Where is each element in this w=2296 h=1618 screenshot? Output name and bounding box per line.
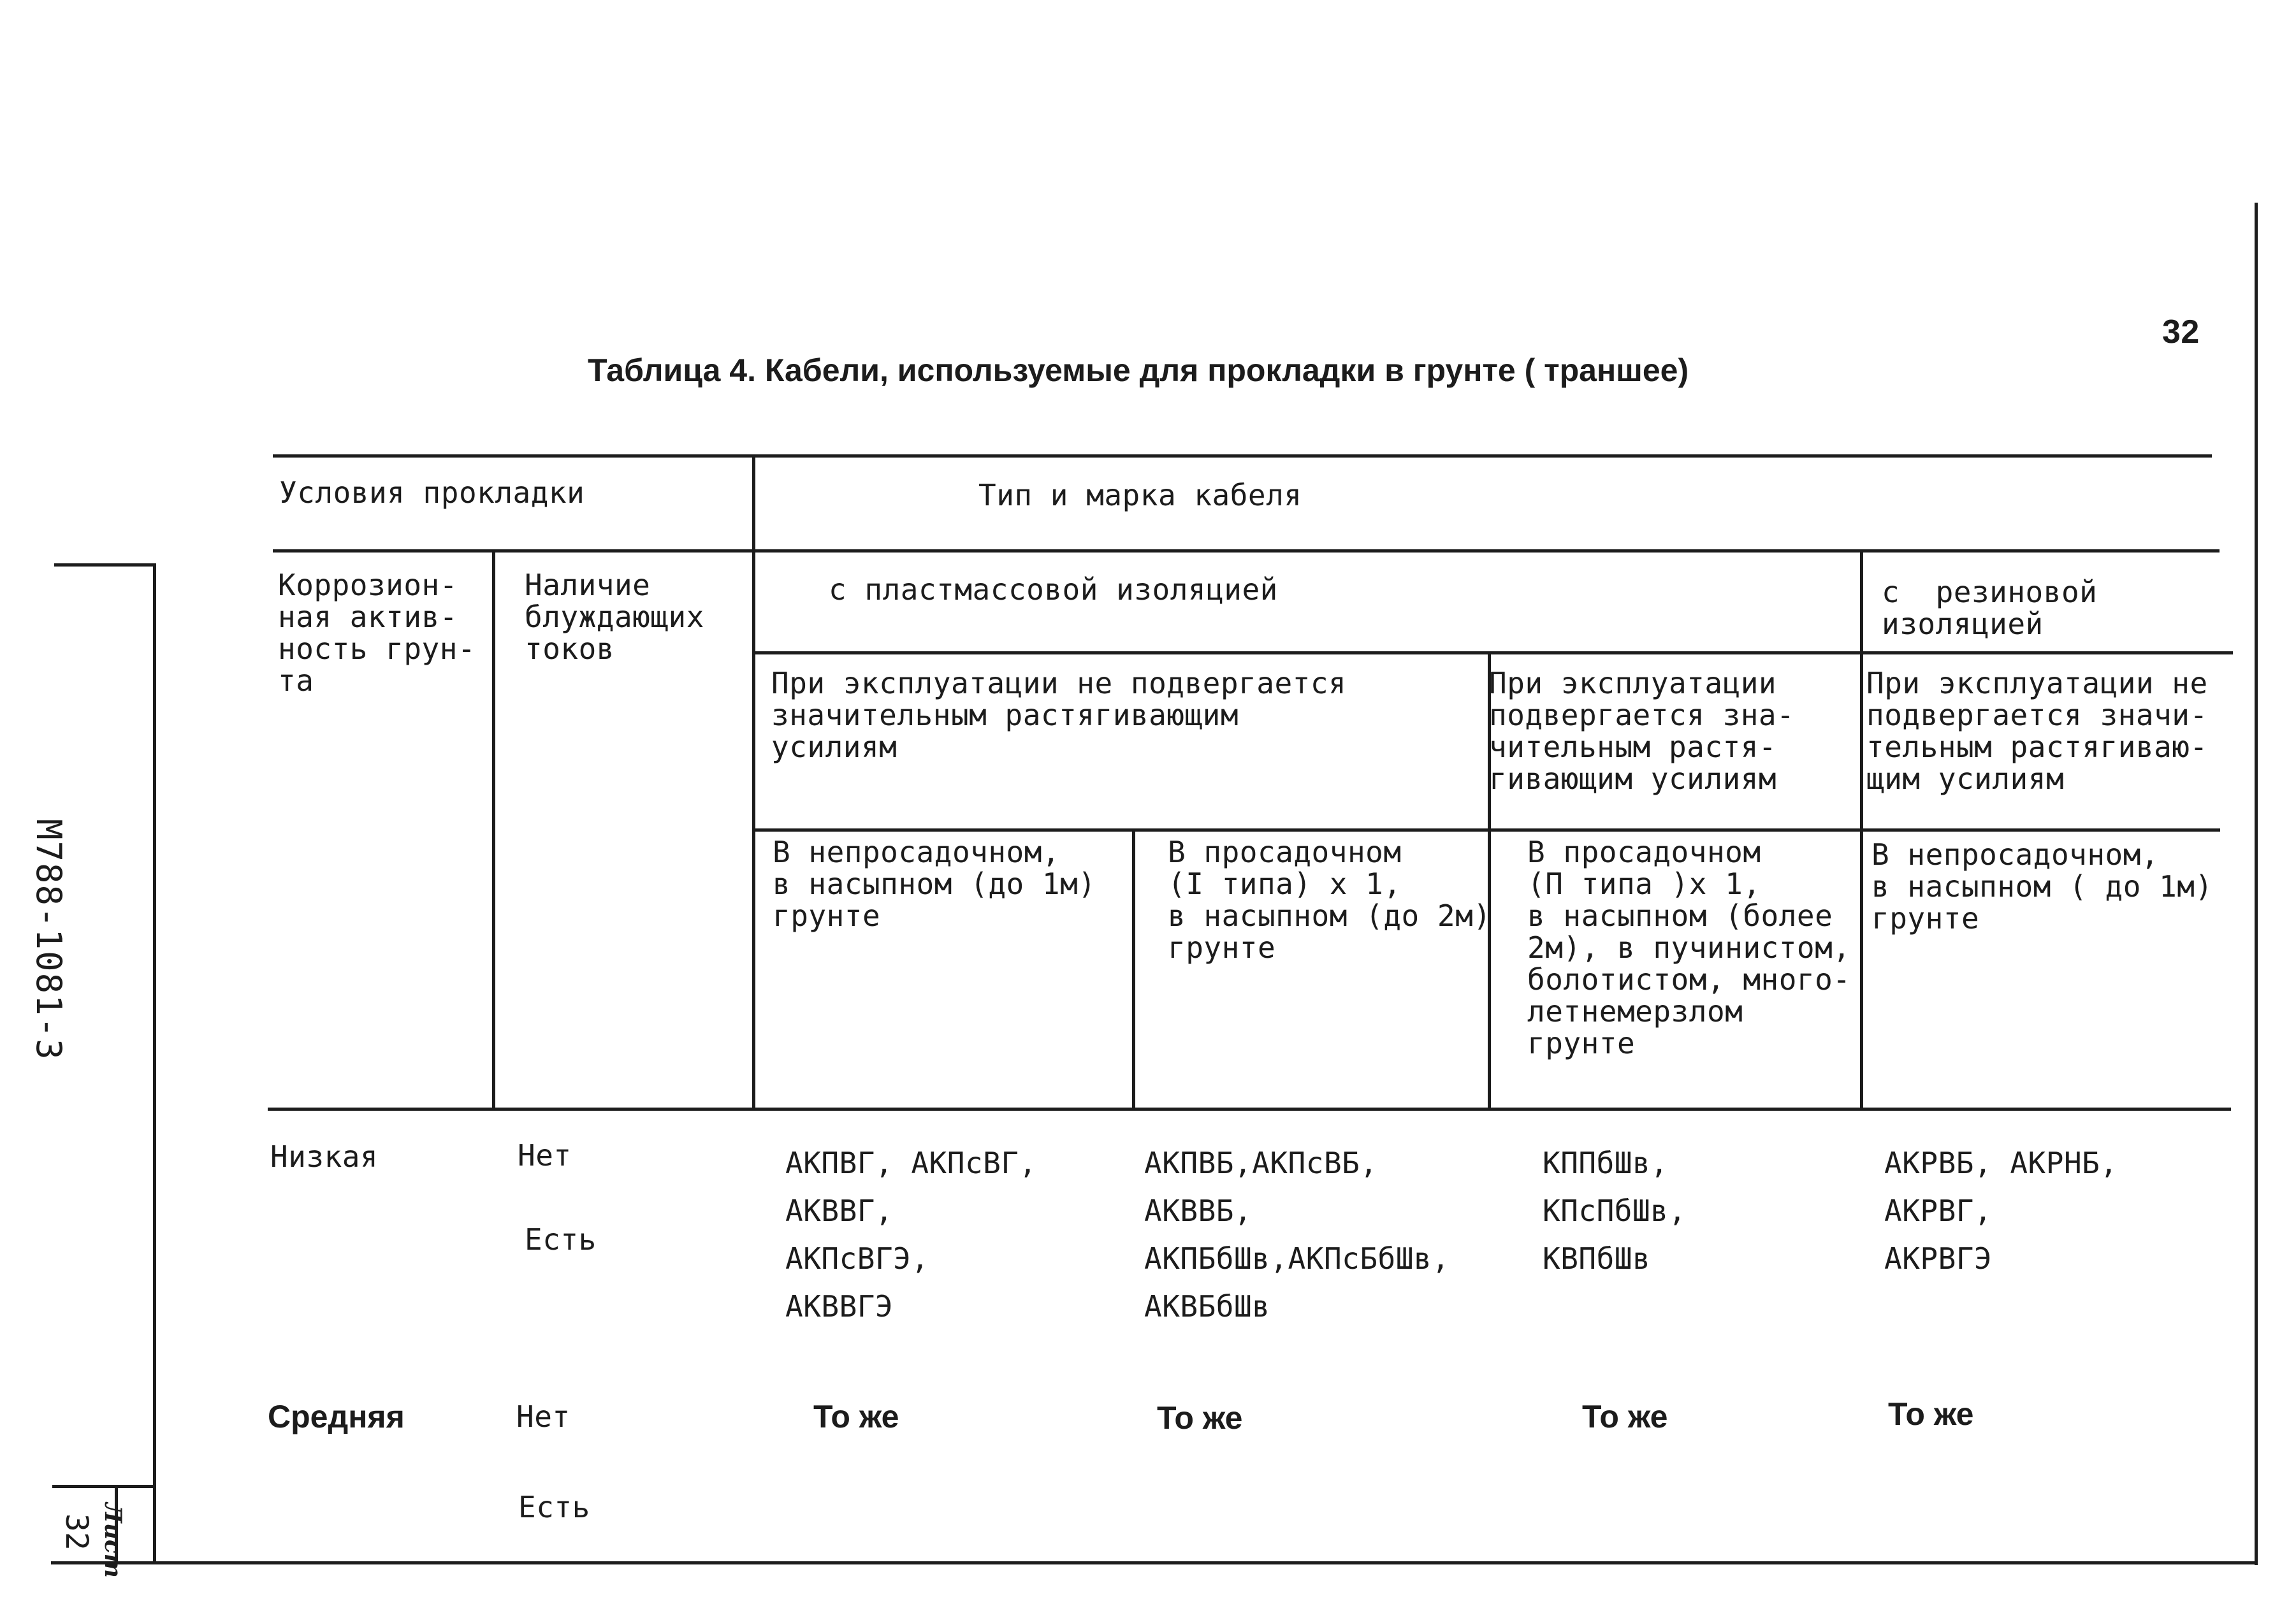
- row-1-rubber: АКРВБ, АКРНБ, АКРВГ, АКРВГЭ: [1884, 1146, 2118, 1276]
- frame-left-border: [153, 564, 156, 1564]
- header-soil-2: В просадочном (I типа) x 1, в насыпном (до 2м) грунте: [1168, 835, 1492, 965]
- row-1-stray-yes: Есть: [525, 1222, 597, 1257]
- col-divider-rubber: [1860, 549, 1863, 1109]
- header-conditions: Условия прокладки: [279, 475, 585, 510]
- row-2-plastic-soil-2: То же: [1157, 1400, 1243, 1436]
- header-plastic-stress: При эксплуатации подвергается зна- чительным растя- гивающим усилиям: [1489, 666, 1795, 796]
- frame-left-top-tick: [54, 563, 156, 567]
- header-rubber-insulation: с резиновой изоляцией: [1882, 575, 2098, 641]
- row-1-plastic-stress: КППбШв, КПсПбШв, КВПбШв: [1543, 1146, 1687, 1276]
- stress-sub-line: [754, 828, 2220, 832]
- row-1-plastic-soil-2: АКПВБ,АКПсВБ, АКВВБ, АКПБбШв,АКПсБбШв, АКВБбШв: [1144, 1146, 1450, 1324]
- row-1-plastic-soil-1: АКПВГ, АКПсВГ, АКВВГ, АКПсВГЭ, АКВВГЭ: [785, 1146, 1037, 1324]
- sheet-label: Лист: [99, 1503, 126, 1578]
- row-2-stray-yes: Есть: [518, 1490, 590, 1524]
- sheet-number: 32: [59, 1513, 94, 1550]
- table-title: Таблица 4. Кабели, используемые для прокладки в грунте ( траншее): [588, 352, 1689, 388]
- header-cable-type: Тип и марка кабеля: [978, 478, 1302, 512]
- col-divider-soil2: [1132, 828, 1135, 1109]
- row-2-stray-no: Нет: [516, 1399, 570, 1434]
- table-top-line: [273, 454, 2212, 458]
- row-2-rubber: То же: [1888, 1396, 1974, 1432]
- row-2-plastic-stress: То же: [1582, 1399, 1668, 1434]
- header-rubber-no-stress: При эксплуатации не подвергается значи- тельным растягиваю- щим усилиям: [1866, 666, 2208, 796]
- insulation-sub-line: [754, 651, 2233, 654]
- frame-bottom-border: [51, 1561, 2258, 1564]
- row-2-plastic-soil-1: То же: [813, 1399, 899, 1434]
- header-plastic-no-stress: При эксплуатации не подвергается значительным растягивающим усилиям: [771, 666, 1347, 764]
- header-corrosion: Коррозион- ная актив- ность грун- та: [278, 568, 476, 698]
- header-soil-4: В непросадочном, в насыпном ( до 1м) грунте: [1871, 837, 2213, 935]
- header-row2-line: [273, 549, 2220, 553]
- page-number: 32: [2162, 314, 2200, 350]
- row-1-stray-no: Нет: [518, 1138, 572, 1173]
- frame-right-border: [2255, 203, 2258, 1565]
- header-bottom-line: [268, 1108, 2231, 1111]
- header-soil-3: В просадочном (П типа )x 1, в насыпном (более 2м), в пучинистом, болотистом, много- летнемерзлом грунте: [1527, 835, 1851, 1060]
- row-1-corrosion: Низкая: [270, 1139, 379, 1174]
- col-divider-conditions: [752, 454, 755, 1109]
- col-divider-corrosion: [492, 549, 495, 1109]
- header-stray-currents: Наличие блуждающих токов: [525, 568, 704, 666]
- document-code: М788-1081-3: [29, 819, 69, 1061]
- header-soil-1: В непросадочном, в насыпном (до 1м) грунте: [773, 835, 1096, 933]
- row-2-corrosion: Средняя: [268, 1399, 405, 1434]
- header-plastic-insulation: с пластмассовой изоляцией: [829, 572, 1278, 607]
- stamp-box-top: [52, 1485, 154, 1488]
